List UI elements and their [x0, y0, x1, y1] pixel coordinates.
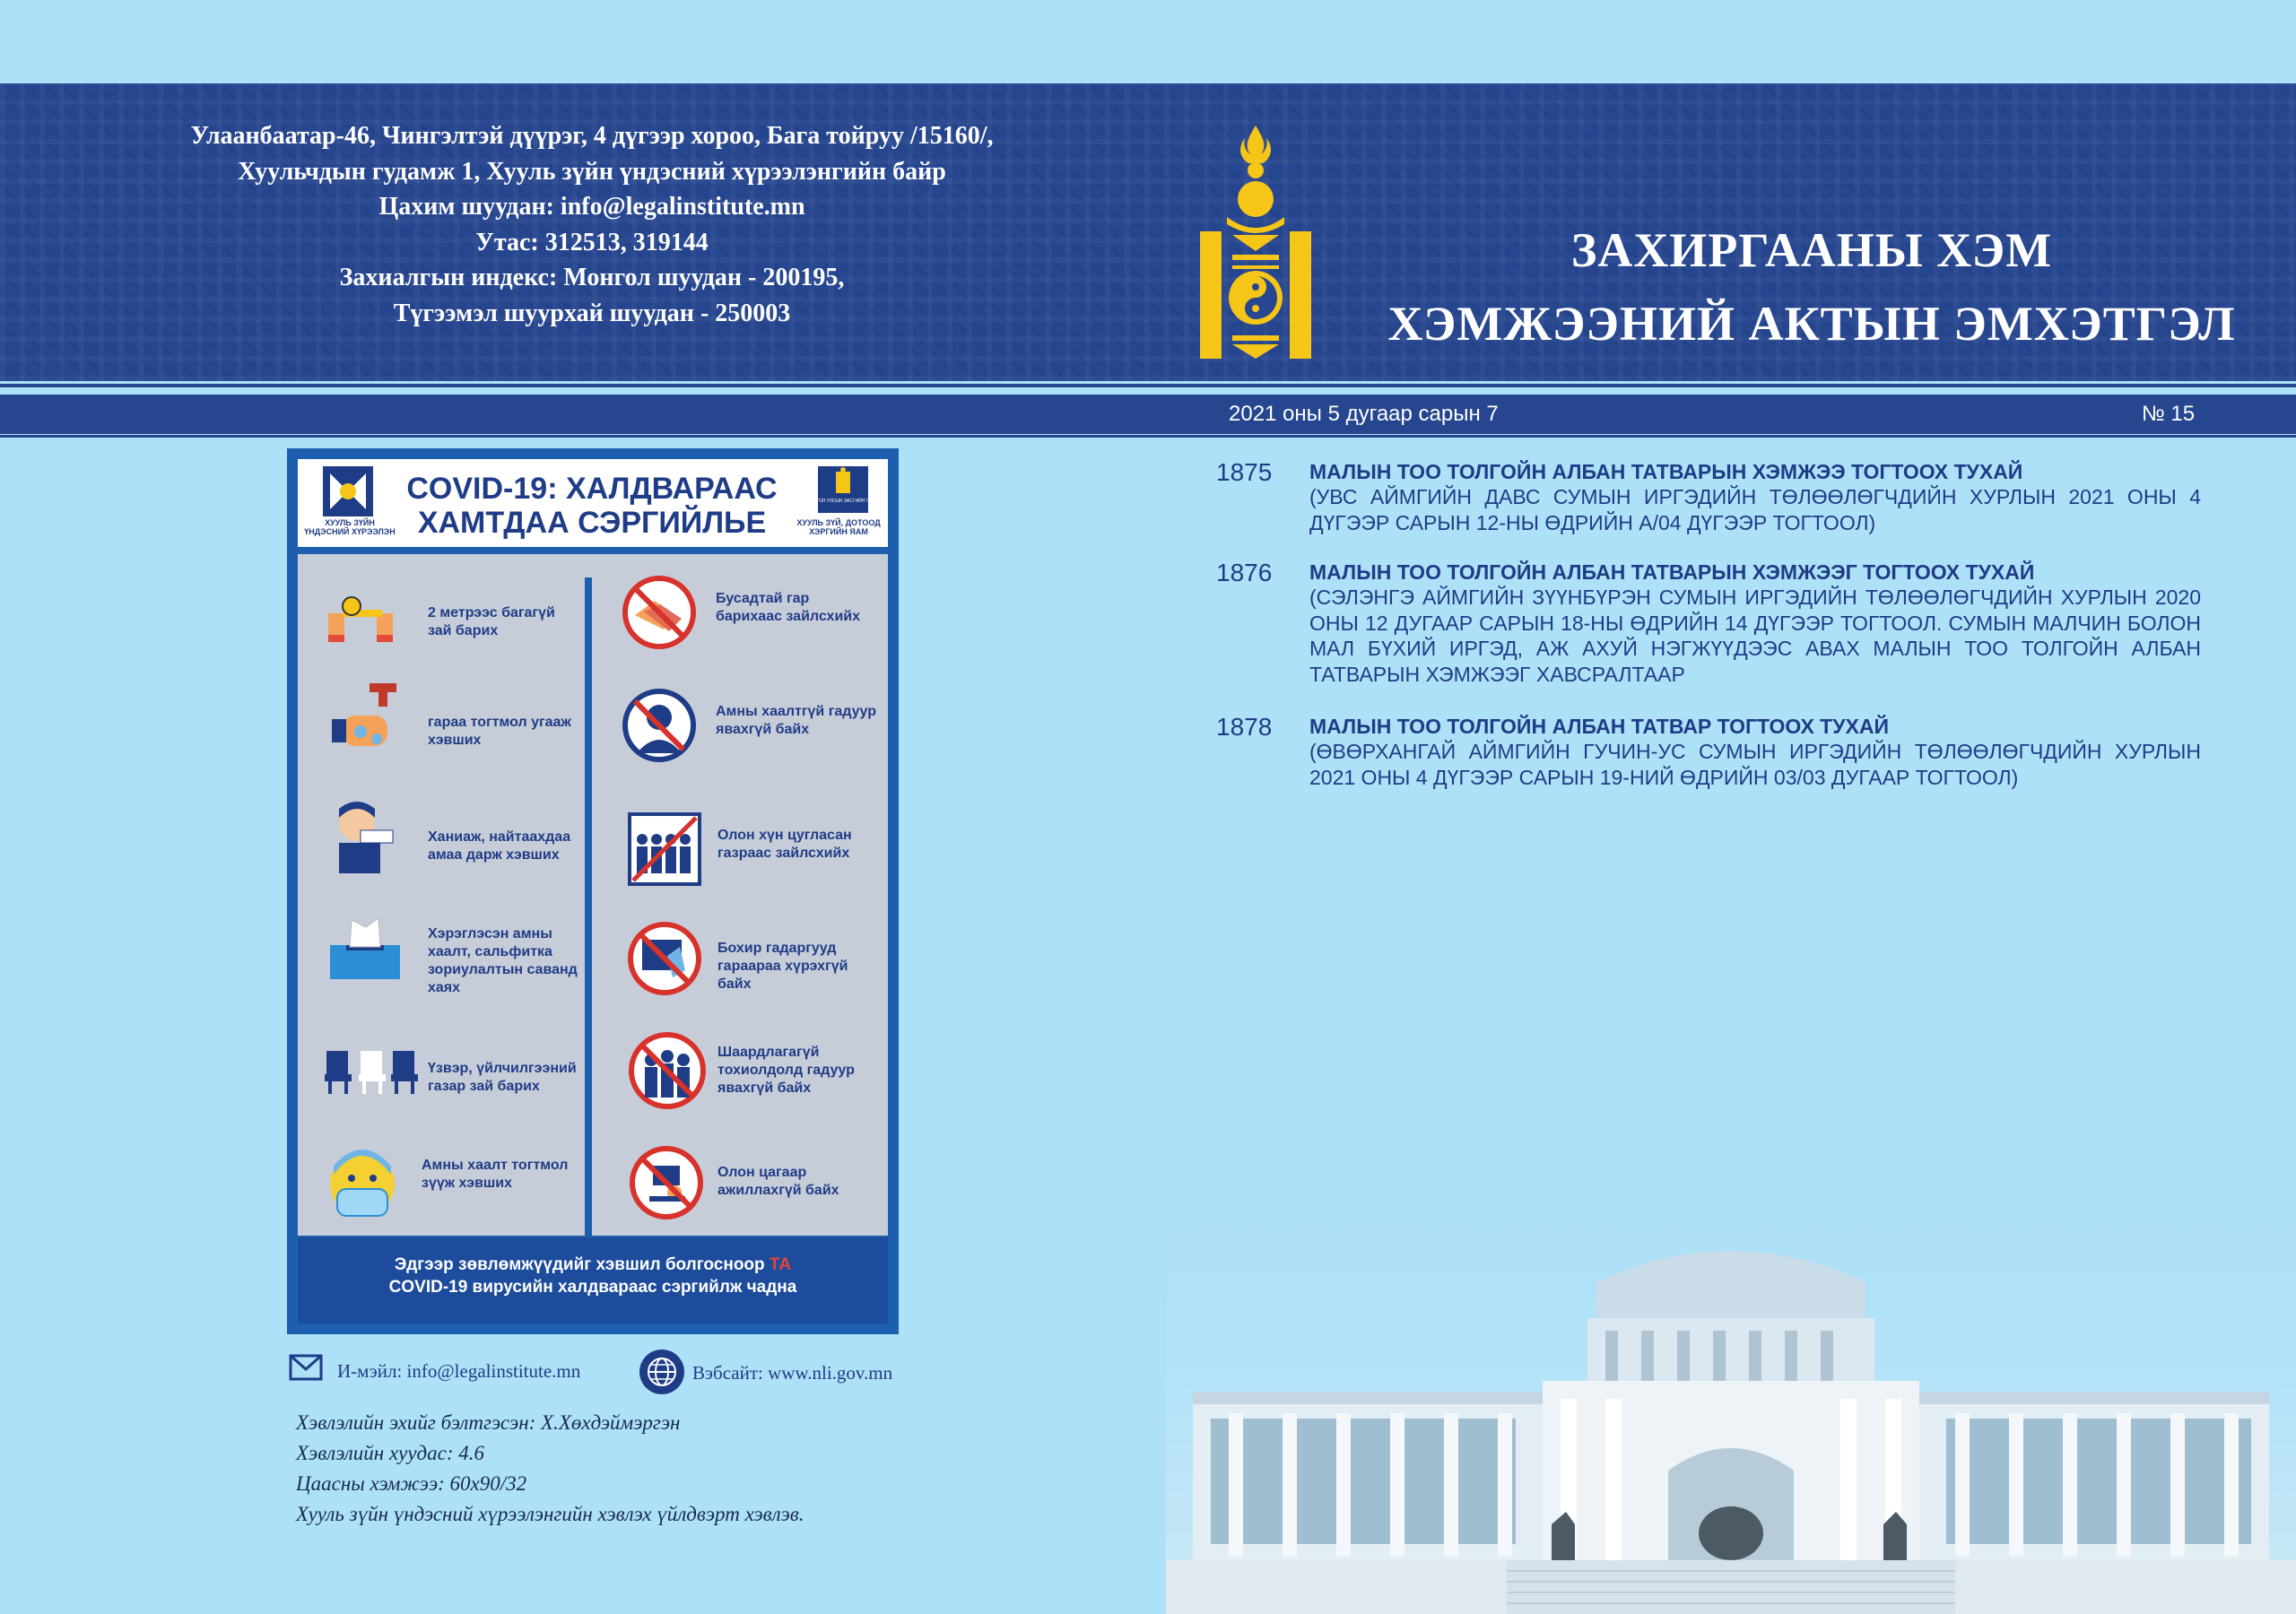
act-number: 1875: [1216, 458, 1273, 486]
imprint-line: Хэвлэлийн эхийг бэлтгэсэн: Х.Хөхдэймэргэн: [296, 1411, 681, 1434]
footer-line-part: Эдгээр зөвлөмжүүдийг хэвшил болгосноор: [394, 1255, 770, 1274]
distance-tape-icon: [325, 586, 396, 649]
date-band: [0, 395, 2296, 434]
poster-footer: [298, 1237, 888, 1323]
spaced-chairs-icon: [325, 1046, 418, 1096]
imprint-line: Цаасны хэмжээ: 60x90/32: [296, 1472, 527, 1495]
logo-caption: ХУУЛЬ ЗҮЙН ҮНДЭСНИЙ ХҮРЭЭЛЭН: [304, 518, 396, 536]
title-line: ЗАХИРГААНЫ ХЭМ: [1570, 223, 2053, 277]
advice-text: Үзвэр, үйлчилгээний газар зай барих: [428, 1061, 577, 1094]
act-title: МАЛЫН ТОО ТОЛГОЙН АЛБАН ТАТВАР ТОГТООХ ТУХАЙ: [1309, 715, 1890, 738]
imprint-line: Хэвлэлийн хуудас: 4.6: [296, 1442, 485, 1464]
advice-text: Амны хаалтгүй гадуур явахгүй байх: [716, 704, 876, 737]
act-description: (УВС АЙМГИЙН ДАВС СУМЫН ИРГЭДИЙН ТӨЛӨӨЛӨГЧДИЙН ХУРЛЫН 2021 ОНЫ 4 ДҮГЭЭР САРЫН 12-НЫ ӨДРИЙН А/04 ДҮГЭЭР ТОГТООЛ): [1309, 485, 2201, 534]
no-crowd-icon: [628, 812, 701, 886]
ministry-logo-icon: [805, 466, 881, 513]
no-touch-surface-icon: [626, 920, 703, 997]
act-number: 1878: [1216, 713, 1273, 741]
act-description: (СЭЛЭНГЭ АЙМГИЙН ЗҮҮНБҮРЭН СУМЫН ИРГЭДИЙН ТӨЛӨӨЛӨГЧДИЙН ХУРЛЫН 2020 ОНЫ 12 ДУГААР САРЫН 18-НЫ ӨДРИЙН 14 ДҮГЭЭР ТОГТООЛ. СУМЫН МАЛЧИН БОЛОН МАЛ БҮХИЙ ИРГЭД, АЖ АХУЙ НЭГЖҮҮДЭЭС АВАХ МАЛЫН ТОО ТОЛГОЙН АЛБАН ТАТВАРЫН ХЭМЖЭЭГ ХАВСРАЛТААР: [1309, 586, 2201, 686]
imprint-block: [296, 1408, 804, 1530]
globe-icon: [639, 1349, 685, 1395]
advice-text: Бохир гадаргууд гараараа хүрэхгүй байх: [718, 941, 848, 992]
imprint-line: Хууль зүйн үндэсний хүрээлэнгийн хэвлэх үйлдвэрт хэвлэв.: [296, 1503, 804, 1525]
face-mask-icon: [325, 1142, 400, 1228]
advice-text: Шаардлагагүй тохиолдолд гадуур явахгүй байх: [718, 1045, 855, 1096]
advice-text: Амны хаалт тогтмол зүүж хэвших: [422, 1158, 569, 1191]
act-description: (ӨВӨРХАНГАЙ АЙМГИЙН ГУЧИН-УС СУМЫН ИРГЭДИЙН ТӨЛӨӨЛӨГЧДИЙН ХУРЛЫН 2021 ОНЫ 4 ДҮГЭЭР САРЫН 19-НИЙ ӨДРИЙН 03/03 ДУГААР ТОГТООЛ): [1309, 740, 2201, 789]
advice-text: 2 метрээс багагүй зай барих: [428, 605, 555, 638]
poster-divider: [585, 577, 592, 1236]
act-title: МАЛЫН ТОО ТОЛГОЙН АЛБАН ТАТВАРЫН ХЭМЖЭЭГ ТОГТООХ ТУХАЙ: [1309, 560, 2035, 584]
no-unmasked-icon: [621, 687, 698, 764]
issue-number: № 15: [2142, 402, 2196, 426]
logo-caption: ХУУЛЬ ЗҮЙ, ДОТООД ХЭРГИЙН ЯАМ: [796, 518, 881, 536]
poster-header: [298, 459, 888, 547]
covid-poster: [287, 448, 899, 1334]
publication-title: [1345, 213, 2278, 360]
address-line: Захиалгын индекс: Монгол шуудан - 200195,: [339, 264, 845, 291]
footer-emphasis: ТА: [769, 1255, 792, 1274]
no-going-out-icon: [626, 1029, 709, 1112]
logo-inner-text: МОНГОЛ УЛСЫН ЗАСГИЙН ГАЗАР: [805, 499, 881, 504]
act-number: 1876: [1216, 559, 1273, 586]
address-line: Цахим шуудан: info@legalinstitute.mn: [378, 193, 805, 221]
advice-text: Олон хүн цугласан газраас зайлсхийх: [718, 828, 852, 861]
poster-body: [298, 554, 888, 1236]
advice-text: Олон цагаар ажиллахгүй байх: [718, 1165, 839, 1198]
divider-line: [0, 435, 2296, 438]
tissue-box-icon: [325, 913, 405, 985]
soyombo-emblem-icon: [1193, 124, 1318, 360]
government-palace-image: [1166, 1184, 2296, 1614]
hand-wash-icon: [325, 680, 414, 760]
advice-text: гараа тогтмол угааж хэвших: [428, 715, 571, 748]
address-line: Хуульчдын гудамж 1, Хууль зүйн үндэсний хүрээлэнгийн байр: [238, 157, 946, 186]
address-line: Түгээмэл шуурхай шуудан - 250003: [393, 299, 791, 327]
email-link[interactable]: И-мэйл: info@legalinstitute.mn: [337, 1360, 581, 1382]
advice-text: Ханиаж, найтаахдаа амаа дарж хэвших: [428, 829, 571, 863]
website-link[interactable]: Вэбсайт: www.nli.gov.mn: [692, 1362, 893, 1384]
no-handshake-icon: [621, 574, 698, 651]
envelope-icon: [289, 1354, 323, 1381]
advice-text: Хэрэглэсэн амны хаалт, сальфитка зориулалтын саванд хаях: [428, 926, 578, 995]
publisher-address: [135, 118, 1049, 331]
act-title: МАЛЫН ТОО ТОЛГОЙН АЛБАН ТАТВАРЫН ХЭМЖЭЭ ТОГТООХ ТУХАЙ: [1309, 460, 2023, 483]
legal-institute-logo-icon: [323, 466, 373, 516]
title-line: ХЭМЖЭЭНИЙ АКТЫН ЭМХЭТГЭЛ: [1387, 297, 2236, 351]
divider-line: [0, 384, 2296, 387]
advice-text: Бусадтай гар барихаас зайлсхийх: [716, 591, 861, 624]
footer-line-part: COVID-19 вирусийн халдвараас сэргийлж чадна: [388, 1278, 797, 1297]
no-long-hours-icon: [626, 1142, 707, 1223]
address-line: Утас: 312513, 319144: [475, 228, 709, 256]
cough-cover-icon: [325, 796, 405, 877]
soyombo-small-icon: [805, 466, 881, 513]
poster-footer-text: [298, 1254, 888, 1298]
act-entry[interactable]: [1216, 560, 2201, 694]
act-entry[interactable]: [1216, 459, 2201, 540]
poster-title: COVID-19: ХАЛДВАРААС ХАМТДАА СЭРГИЙЛЬЕ: [406, 472, 778, 540]
issue-date: 2021 оны 5 дугаар сарын 7: [1229, 402, 1499, 426]
act-entry[interactable]: [1216, 714, 2201, 794]
address-line: Улаанбаатар-46, Чингэлтэй дүүрэг, 4 дүгээр хороо, Бага тойруу /15160/,: [190, 122, 994, 150]
